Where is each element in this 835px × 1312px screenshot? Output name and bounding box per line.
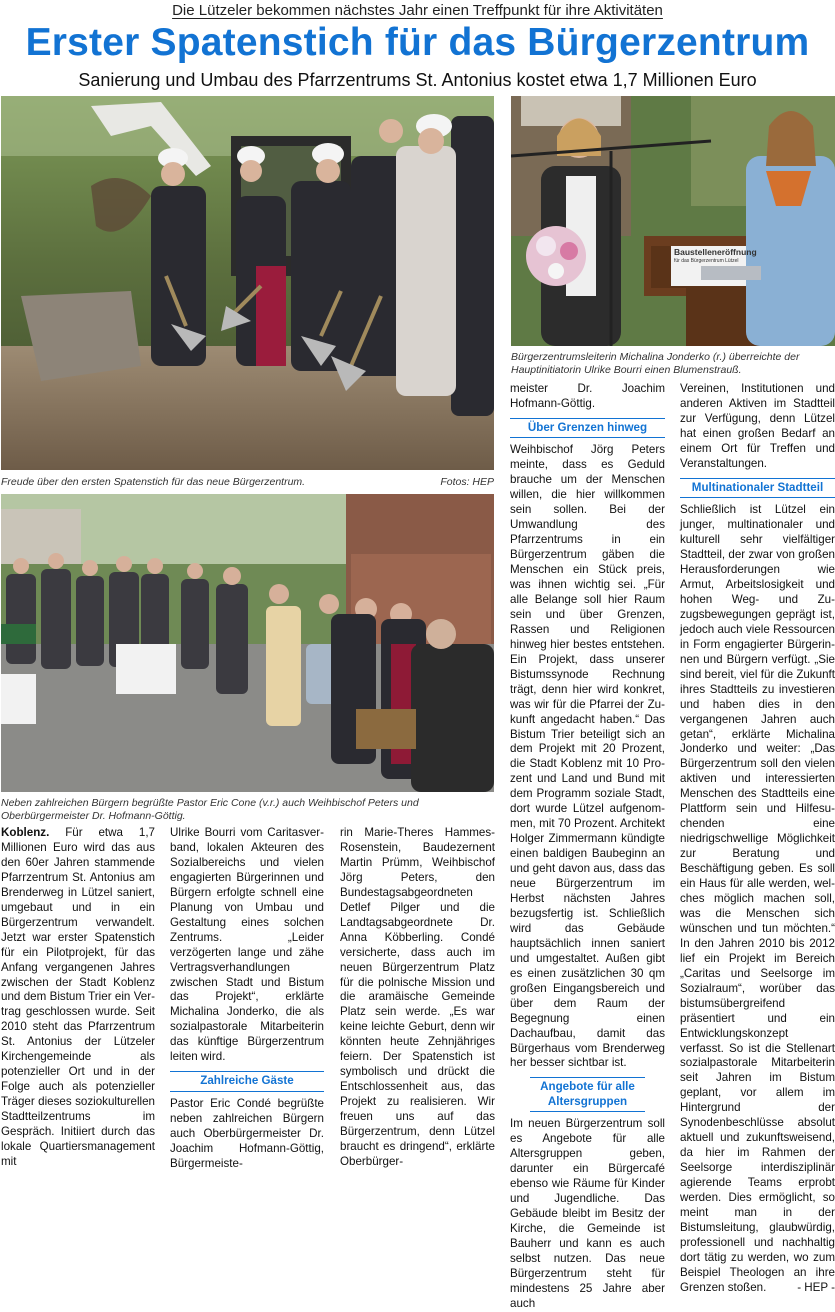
- col2-paragraph-1: Ulrike Bourri vom Caritasverband, lokalen Akteuren des Sozialbereichs und vielen engagierten Bürgerinnen und Bürgern erfolgte schnell eine Planung von Umbau und Gestaltung eines solchen Zentrums. „Leider verzögerten lange und zähe Vertragsverhandlungen zwischen Stadt und Bistum das Projekt“, erklärte Michalina Jonderko, die als sozialpastorale Mitarbeiterin das künftige Bürgerzentrum leiten wird.: [170, 826, 324, 1064]
- photo-groundbreaking: [1, 96, 494, 470]
- col2-paragraph-2: Pastor Eric Condé begrüßte neben zahlreichen Bürgern auch Oberbürgermeister Dr. Joachim Hofmann-Göttig, Bürgermeiste-: [170, 1096, 324, 1170]
- article-column-5: [680, 382, 835, 1296]
- subheadline: Sanierung und Umbau des Pfarrzentrums St. Antonius kostet etwa 1,7 Millionen Euro: [78, 70, 757, 90]
- headline: Erster Spatenstich für das Bürgerzentrum: [25, 21, 810, 64]
- photo-groundbreaking-image: [1, 96, 494, 470]
- col5-paragraph-1: Vereinen, Institutionen und anderen Aktiven im Stadtteil zur Verfügung, denn Lützel hat einen großen Bedarf an einem Ort für Treffen und Veranstaltungen.: [680, 382, 835, 470]
- col1-text: Für etwa 1,7 Millionen Euro wird das aus den 60er Jahren stammende Pfarrzentrum St. Antonius am Brenderweg in Lützel saniert, umgebaut und in ein Bürgerzentrum verwandelt. Jetzt war erster Spatenstich für ein Pilotprojekt, für das Anfang vergangenen Jahres zwischen der Stadt Koblenz und dem Bistum Trier ein Vertrag geschlossen wurde. Seit 2010 steht das Pfarrzentrum St. Antonius der Lützeler Kirchengemeinde als potenzieller Ort und in der Folge auch als potenzieller Träger dieses soziokulturellen Stadtteilzentrums im Gespräch. Initiiert durch das lokale Quartiersmanagement mit: [1, 826, 155, 1168]
- photo-bouquet-image: [511, 96, 835, 346]
- col4-paragraph-1: meister Dr. Joachim Hofmann-Göttig.: [510, 382, 665, 410]
- photo-guests-caption: Neben zahlreichen Bürgern begrüßte Pastor Eric Cone (v.r.) auch Weihbischof Peters und Oberbürgermeister Dr. Hofmann-Göttig.: [1, 797, 419, 822]
- col4-paragraph-3: Im neuen Bürgerzentrum soll es Angebote für alle Altersgruppen geben, darunter ein Bürgercafé ebenso wie Räume für Kinder und Jugendliche. Das Gebäude bleibt im Besitz der Kirche, die Gemeinde ist Bauherr und kann es auch selbst nutzen. Das neue Bürgerzentrum steht für mindestens 25 Jahre aber auch: [510, 1117, 665, 1310]
- author-signature: - HEP -: [797, 1280, 835, 1294]
- col3-paragraph-1: rin Marie-Theres Hammes-Rosenstein, Baudezernent Martin Prümm, Weihbischof Jörg Peters, den Bundestagsabgeordneten Detlef Pilger und die Landtagsabgeordnete Dr. Anna Köbberling. Condé versicherte, dass auch im neuen Bürgerzentrum Platz für die polnische Mission und die aramäische Gemeinde Platz sein werde. „Es war keine leichte Geburt, denn wir könnten heute Zehnjähriges feiern. Der Spatenstich ist symbolisch und drückt die Entschlossenheit aus, das Projekt zu realisieren. Wir freuen uns auf das Bürgerzentrum, denn Lützel braucht es dringend“, erklärte Oberbürger-: [340, 826, 495, 1168]
- lectern-sign-subtitle: für das Bürgerzentrum Lützel: [674, 258, 739, 264]
- article-column-3: [340, 826, 495, 1170]
- subtitle-zahlreiche-gaeste: Zahlreiche Gäste: [170, 1071, 324, 1092]
- lectern-sign: [671, 246, 771, 286]
- col5-paragraph-2: Schließlich ist Lützel ein junger, multinationaler und kulturell sehr vielfältiger Stadtteil, der zwar von großen Herausforderungen wie Armut, Arbeitslosigkeit und hohen Weg- und Zuzugsbewegungen geprägt ist, jedoch auch viele Ressourcen in Form engagierter Bürgerinnen und Bürgern verfügt. „Sie sind bereit, viel für die Zukunft ihres Stadtteils zu investieren und haben dies in den vergangenen Jahren auch getan“, erklärte Michalina Jonderko und weiter: „Das Bürgerzentrum soll den vielen aktiven und interessierten Menschen des Stadtteils eine Plattform sein und Hilfesuchenden eine niedrigschwellige Möglichkeit zur Beratung und Beschäftigung geben. Es soll ein Haus für alle werden, welches möglich machen soll, was die Menschen sich wünschen und tun möchten.“ In den Jahren 2010 bis 2012 lief ein Projekt im Bereich „Caritas und Seelsorge im Sozialraum“, worüber das bistumsübergreifend präsentiert und ein Entwicklungskonzept verfasst. So ist die Stellenart sozialpastorale Mitarbeiterin seit Jahren im Bistum geplant, vor allem im Hintergrund der Synodenbeschlüsse absolut aktuell und zukunftsweisend, da hier im Rahmen der Seelsorge interdisziplinär agierende Teams erprobt werden. Dies ermöglicht, so meint man in der Bistumsleitung, glaubwürdig, professionell und nachhaltig dort tätig zu werden, wo zum Beispiel Theologen an ihre Grenzen stoßen.: [680, 503, 835, 1294]
- photo-bouquet: [511, 96, 835, 346]
- article-column-1: [1, 826, 155, 1170]
- subtitle-ueber-grenzen: Über Grenzen hinweg: [510, 418, 665, 439]
- lectern-sign-title: Baustelleneröffnung: [674, 247, 757, 257]
- subtitle-angebote: Angebote für alle Altersgruppen: [530, 1077, 645, 1112]
- photo-guests: [1, 494, 494, 792]
- photo-guests-image: [1, 494, 494, 792]
- dateline: Koblenz.: [1, 826, 50, 839]
- article-column-4: [510, 382, 665, 1312]
- photo-bouquet-caption: Bürgerzentrumsleiterin Michalina Jonderko (r.) überreichte der Hauptinitiatorin Ulrike Bourri einen Blumenstrauß.: [511, 351, 800, 376]
- subtitle-multinationaler-stadtteil: Multinationaler Stadtteil: [680, 478, 835, 499]
- photo-groundbreaking-caption: Freude über den ersten Spatenstich für das neue Bürgerzentrum.: [1, 476, 306, 488]
- photo-credit: Fotos: HEP: [440, 476, 494, 488]
- col4-paragraph-2: Weihbischof Jörg Peters meinte, dass es Geduld brauche um der Menschen willen, die hier willkommen sein sollen. Bei der Umwandlung des Pfarrzentrums in ein Bürgerzentrum gäben die Menschen ein Stück preis, was ihnen wichtig sei. „Für alle Belange soll hier Raum sein und über Grenzen, Rassen und Religionen hinweg hier bestes entstehen. Ein Projekt, dass unserer Bistumssynode Rechnung trägt, denn hier wird konkret, was wir für die Pfarrei der Zukunft angedacht haben.“ Das Bistum Trier beteiligt sich an dem Projekt mit 20 Prozent, die Stadt Koblenz mit 10 Prozent und Land und Bund mit dem Programm soziale Stadt, dort wurde Lützel aufgenommen, mit 70 Prozent. Architekt Holger Zimmermann kündigte einen baldigen Baubeginn an und geht davon aus, dass das neue Bürgerzentrum im Herbst nächsten Jahres bezugsfertig ist. Schließlich wird das Gebäude hauptsächlich innen saniert und umgestaltet. Außen gibt es einen zusätzlichen 30 qm großen Eingangsbereich und über dem Raum der Begegnung einen Dachaufbau, damit das Bürgerhaus vom Brenderweg her besser sichtbar ist.: [510, 443, 665, 1070]
- kicker-line: Die Lützeler bekommen nächstes Jahr einen Treffpunkt für ihre Aktivitäten: [172, 2, 663, 19]
- article-column-2: [170, 826, 324, 1172]
- article-lead-paragraph: [1, 826, 155, 1170]
